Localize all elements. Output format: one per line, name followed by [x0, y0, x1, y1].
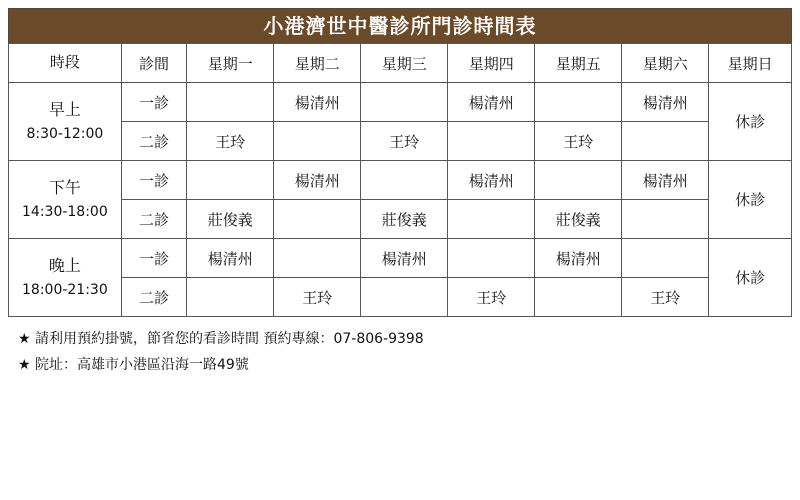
cell-afternoon-r2-mon: 莊俊義 — [187, 200, 274, 239]
cell-morning-sun-closed: 休診 — [709, 83, 792, 161]
period-time: 14:30-18:00 — [22, 204, 108, 221]
cell-afternoon-r1-sat: 楊清州 — [622, 161, 709, 200]
cell-morning-r2-sat — [622, 122, 709, 161]
room-label: 一診 — [121, 161, 187, 200]
cell-evening-r1-tue — [274, 239, 361, 278]
cell-morning-r1-mon — [187, 83, 274, 122]
cell-evening-sun-closed: 休診 — [709, 239, 792, 317]
table-row — [9, 122, 792, 161]
cell-afternoon-r2-fri: 莊俊義 — [535, 200, 622, 239]
room-label: 一診 — [121, 239, 187, 278]
table-row — [9, 200, 792, 239]
cell-afternoon-r2-thu — [448, 200, 535, 239]
cell-morning-r2-thu — [448, 122, 535, 161]
cell-evening-r1-wed: 楊清州 — [361, 239, 448, 278]
period-time: 8:30-12:00 — [26, 126, 104, 143]
note-address: ★ 院址：高雄市小港區沿海一路49號 — [18, 356, 249, 373]
header-room: 診間 — [121, 44, 187, 83]
period-name: 下午 — [48, 178, 81, 197]
table-header-row — [9, 44, 792, 83]
header-period: 時段 — [9, 44, 122, 83]
page-title: 小港濟世中醫診所門診時間表 — [8, 8, 792, 43]
cell-morning-r1-wed — [361, 83, 448, 122]
cell-evening-r2-wed — [361, 278, 448, 317]
cell-afternoon-r1-mon — [187, 161, 274, 200]
cell-morning-r1-thu: 楊清州 — [448, 83, 535, 122]
table-row — [9, 278, 792, 317]
cell-evening-r1-sat — [622, 239, 709, 278]
header-day-sat: 星期六 — [622, 44, 709, 83]
room-label: 一診 — [121, 83, 187, 122]
cell-afternoon-r1-thu: 楊清州 — [448, 161, 535, 200]
room-label: 二診 — [121, 200, 187, 239]
header-day-tue: 星期二 — [274, 44, 361, 83]
cell-evening-r2-thu: 王玲 — [448, 278, 535, 317]
cell-afternoon-r2-sat — [622, 200, 709, 239]
period-time: 18:00-21:30 — [22, 282, 108, 299]
cell-afternoon-sun-closed: 休診 — [709, 161, 792, 239]
period-name: 晚上 — [48, 256, 81, 275]
cell-afternoon-r1-fri — [535, 161, 622, 200]
header-day-fri: 星期五 — [535, 44, 622, 83]
table-row — [9, 161, 792, 200]
table-row — [9, 83, 792, 122]
header-day-mon: 星期一 — [187, 44, 274, 83]
cell-evening-r2-mon — [187, 278, 274, 317]
period-morning — [9, 83, 122, 161]
note-appointment: ★ 請利用預約掛號，節省您的看診時間 預約專線：07-806-9398 — [18, 331, 424, 347]
cell-morning-r2-tue — [274, 122, 361, 161]
cell-evening-r1-fri: 楊清州 — [535, 239, 622, 278]
cell-morning-r2-wed: 王玲 — [361, 122, 448, 161]
header-day-thu: 星期四 — [448, 44, 535, 83]
table-row — [9, 239, 792, 278]
cell-evening-r2-sat: 王玲 — [622, 278, 709, 317]
room-label: 二診 — [121, 122, 187, 161]
header-day-wed: 星期三 — [361, 44, 448, 83]
cell-morning-r1-fri — [535, 83, 622, 122]
footer-notes — [8, 327, 792, 379]
cell-afternoon-r1-wed — [361, 161, 448, 200]
period-evening — [9, 239, 122, 317]
header-day-sun: 星期日 — [709, 44, 792, 83]
room-label: 二診 — [121, 278, 187, 317]
clinic-schedule-table — [8, 43, 792, 317]
cell-afternoon-r2-tue — [274, 200, 361, 239]
cell-evening-r2-fri — [535, 278, 622, 317]
cell-morning-r1-tue: 楊清州 — [274, 83, 361, 122]
cell-morning-r2-fri: 王玲 — [535, 122, 622, 161]
cell-evening-r1-thu — [448, 239, 535, 278]
cell-evening-r2-tue: 王玲 — [274, 278, 361, 317]
cell-morning-r1-sat: 楊清州 — [622, 83, 709, 122]
period-name: 早上 — [48, 100, 81, 119]
period-afternoon — [9, 161, 122, 239]
cell-evening-r1-mon: 楊清州 — [187, 239, 274, 278]
cell-morning-r2-mon: 王玲 — [187, 122, 274, 161]
cell-afternoon-r2-wed: 莊俊義 — [361, 200, 448, 239]
cell-afternoon-r1-tue: 楊清州 — [274, 161, 361, 200]
